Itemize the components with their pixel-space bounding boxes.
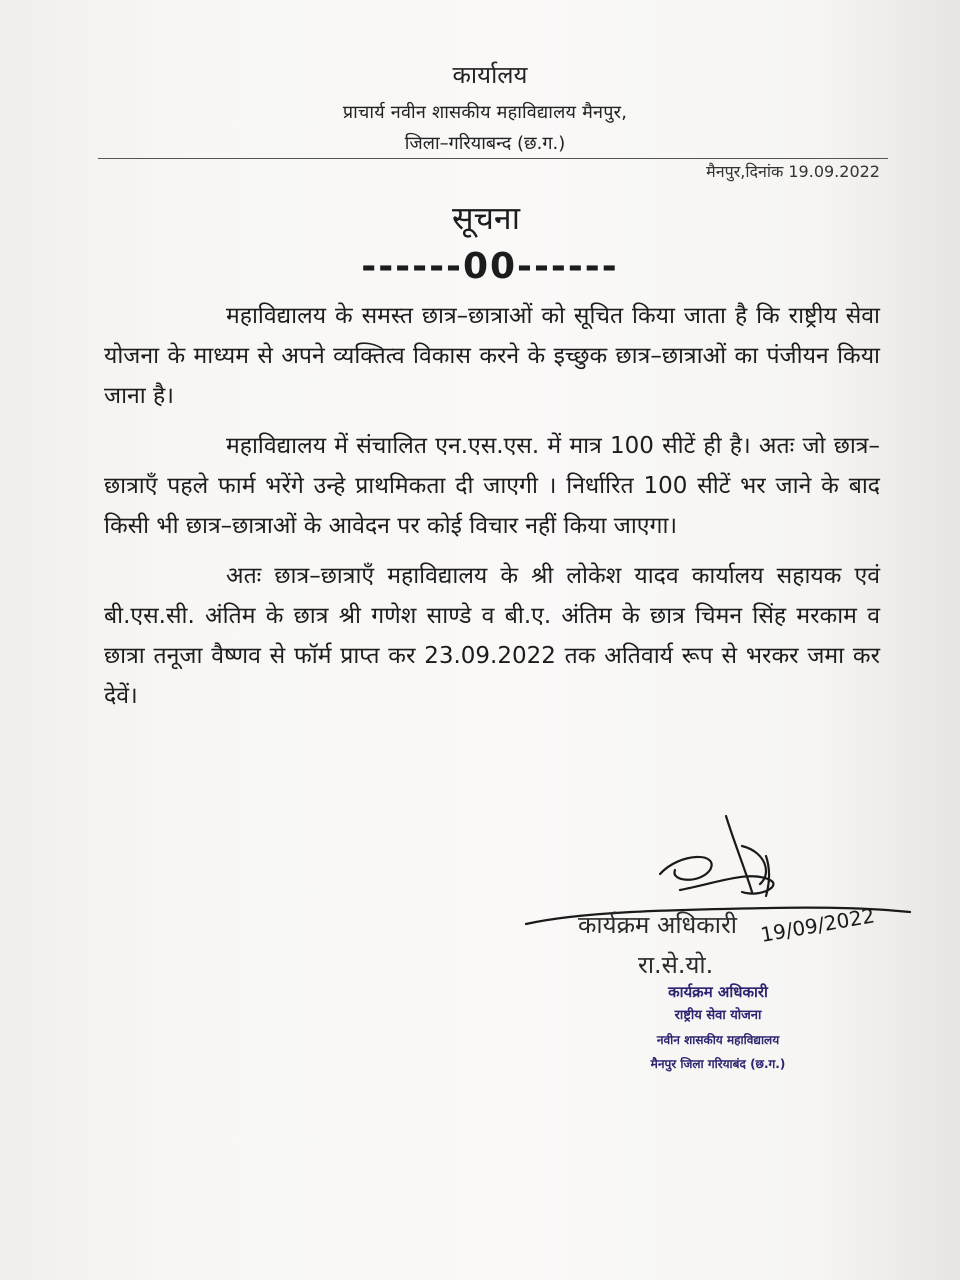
signatory-abbr: रा.से.यो. [638, 951, 714, 979]
stamp-line-3: नवीन शासकीय महाविद्यालय [656, 1033, 780, 1047]
stamp-line-4: मैनपुर जिला गरियाबंद (छ.ग.) [650, 1057, 786, 1071]
header-divider [98, 158, 888, 159]
notice-body [104, 296, 880, 726]
office-heading: कार्यालय [452, 61, 528, 89]
signature-block [520, 812, 920, 1112]
paragraph-1: महाविद्यालय के समस्त छात्र–छात्राओं को सूचित किया जाता है कि राष्ट्रीय सेवा योजना के माध्यम से अपने व्यक्तित्व विकास करने के इच्छुक छात्र–छात्राओं का पंजीयन किया जाना है। [104, 303, 880, 409]
handwritten-date: 19/09/2022 [758, 903, 877, 947]
paragraph-3: अतः छात्र–छात्राएँ महाविद्यालय के श्री लोकेश यादव कार्यालय सहायक एवं बी.एस.सी. अंतिम के छात्र श्री गणेश साण्डे व बी.ए. अंतिम के छात्र चिमन सिंह मरकाम व छात्रा तनूजा वैष्णव से फॉर्म प्राप्त कर 23.09.2022 तक अतिवार्य रूप से भरकर जमा कर देवें। [104, 563, 880, 709]
official-stamp [618, 980, 818, 1076]
district-line: जिला–गरियाबन्द (छ.ग.) [404, 133, 566, 154]
stamp-line-2: राष्ट्रीय सेवा योजना [674, 1008, 762, 1023]
title-separator: ------00------ [361, 246, 619, 287]
notice-title: सूचना [451, 199, 520, 237]
stamp-line-1: कार्यक्रम अधिकारी [668, 983, 768, 1001]
signatory-title: कार्यक्रम अधिकारी [578, 911, 737, 939]
date-line: मैनपुर,दिनांक 19.09.2022 [706, 162, 880, 181]
principal-line: प्राचार्य नवीन शासकीय महाविद्यालय मैनपुर, [342, 102, 628, 123]
paragraph-2: महाविद्यालय में संचालित एन.एस.एस. में मात्र 100 सीटें ही है। अतः जो छात्र–छात्राएँ पहले फार्म भरेंगे उन्हे प्राथमिकता दी जाएगी । निर्धारित 100 सीटें भर जाने के बाद किसी भी छात्र–छात्राओं के आवेदन पर कोई विचार नहीं किया जाएगा। [104, 433, 880, 539]
